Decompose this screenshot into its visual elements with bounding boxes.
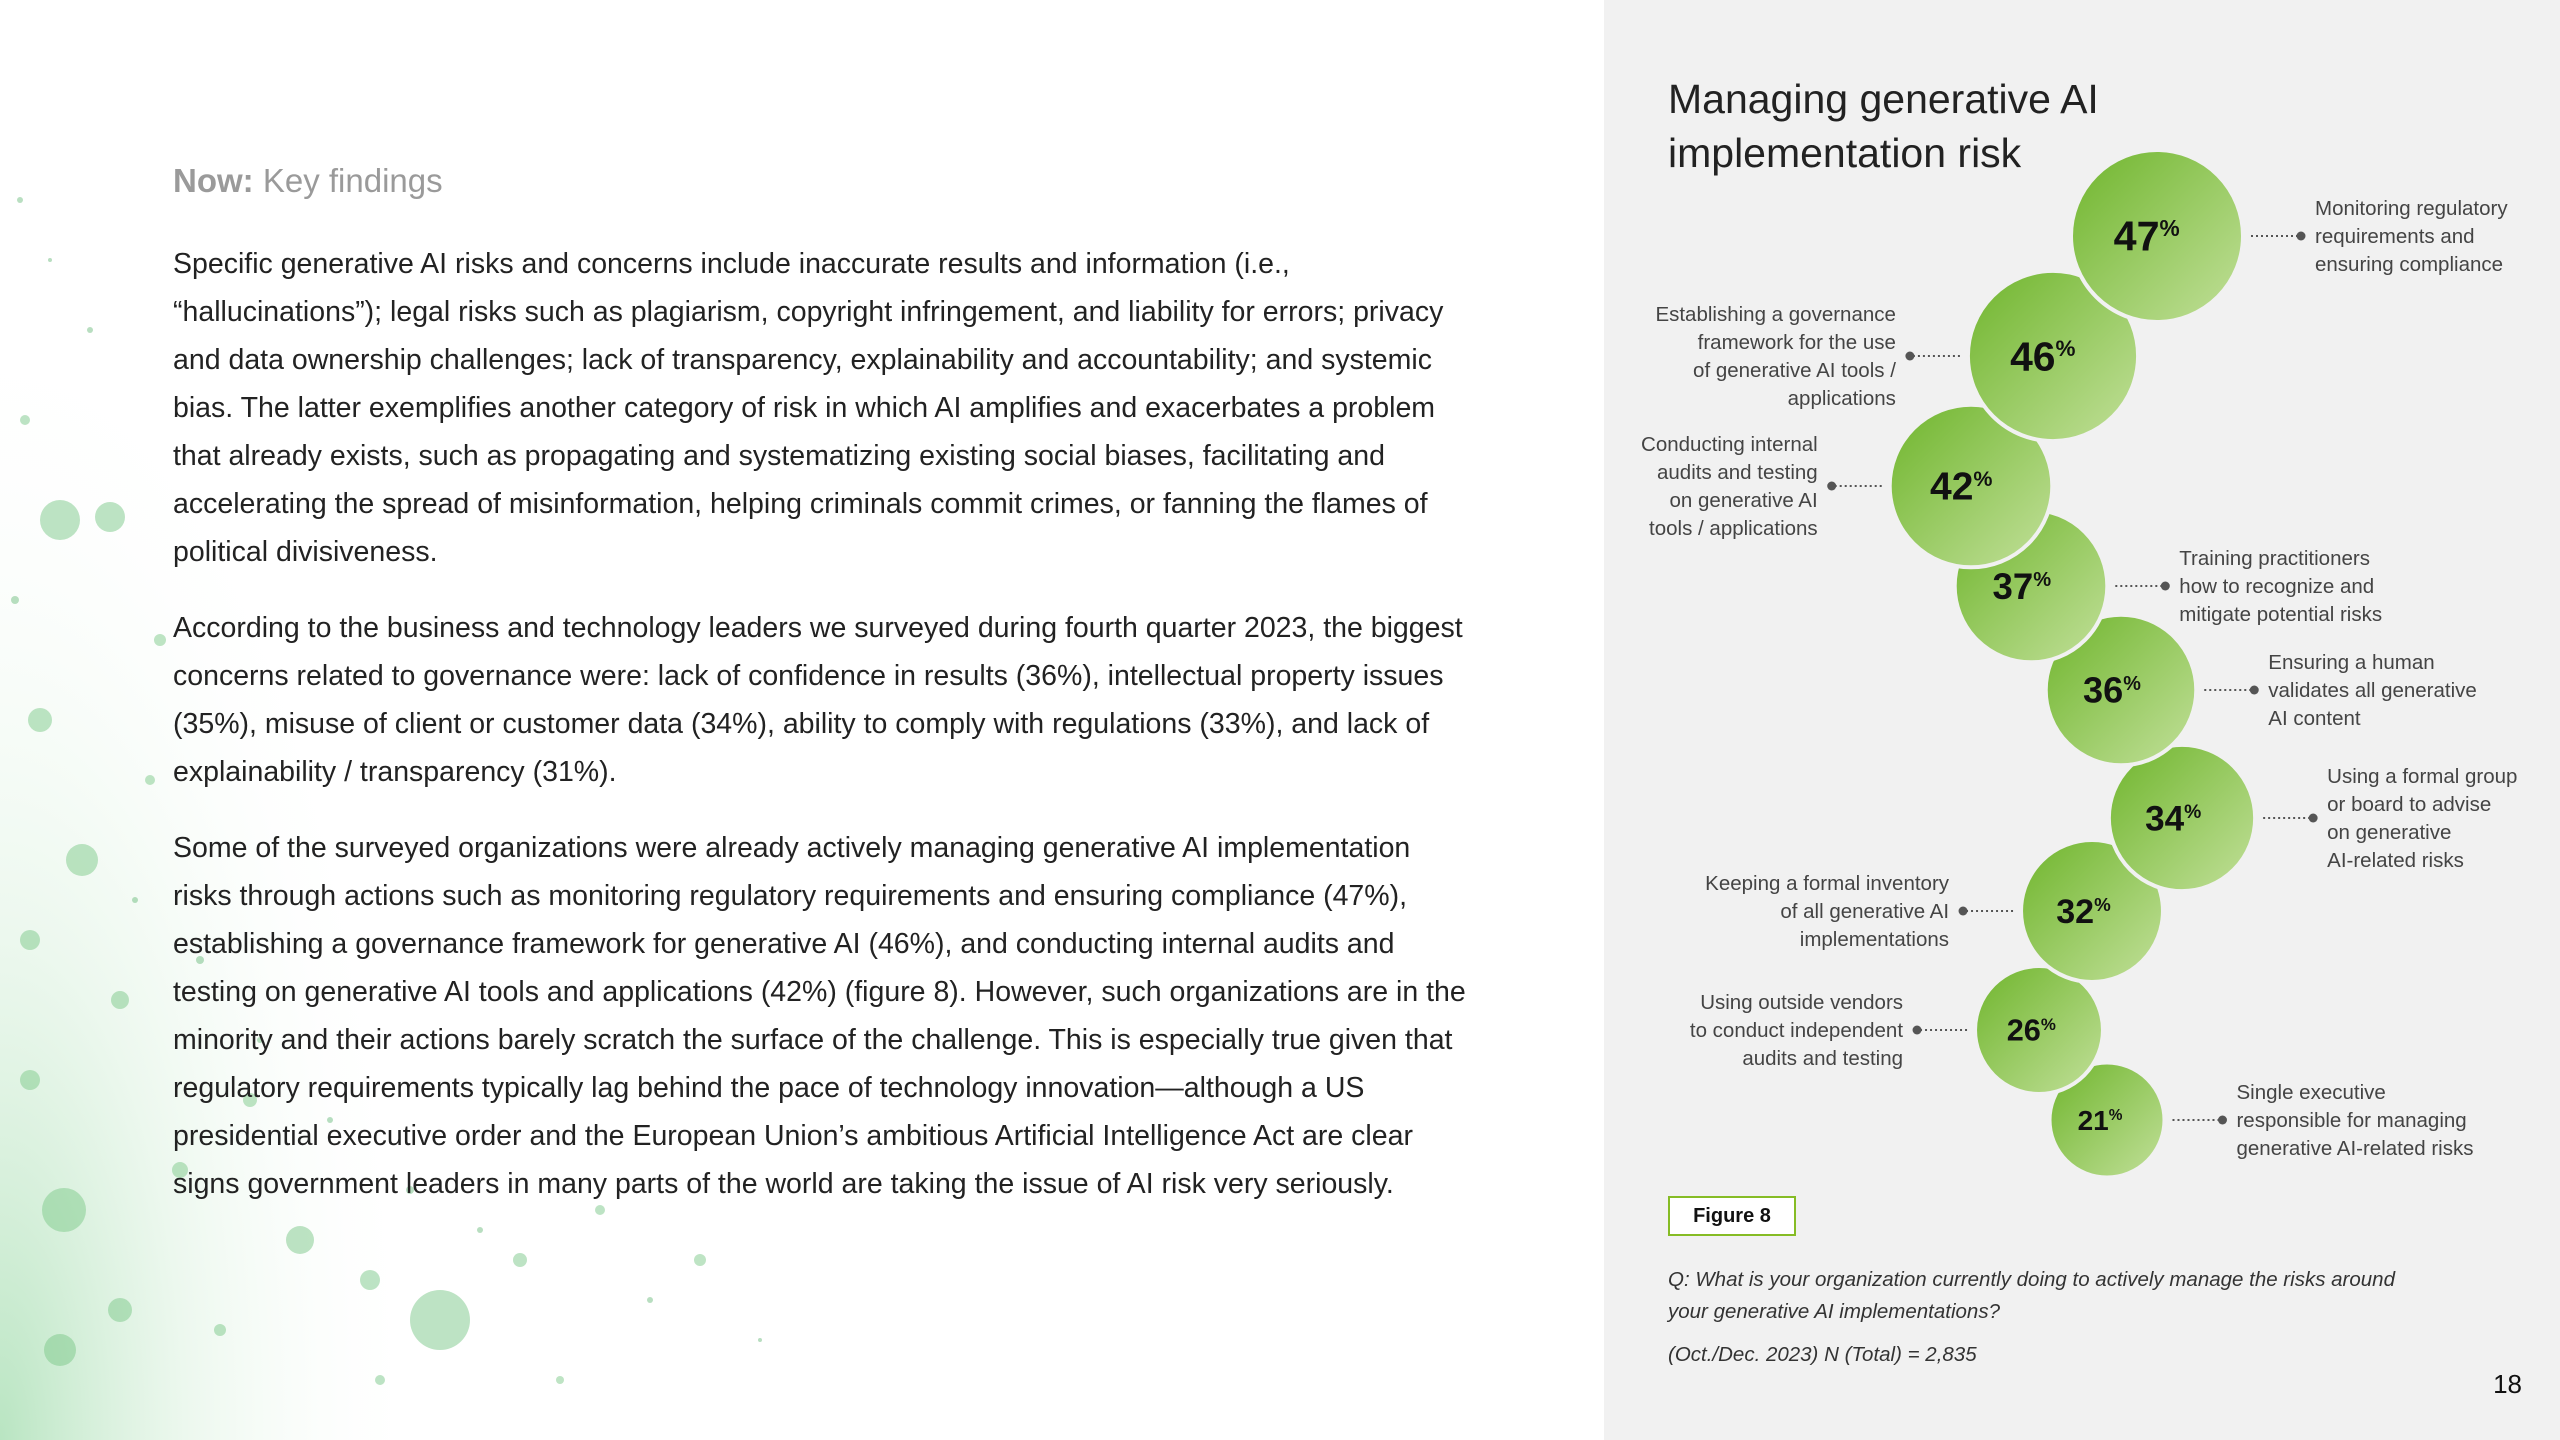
section-heading-bold: Now: xyxy=(173,162,254,199)
category-label-using-a-formal-group: Using a formal group or board to advise on generative AI-related risks xyxy=(2327,765,2518,872)
bubble-value-label: 47% xyxy=(2113,213,2180,260)
leader-dot xyxy=(1959,907,1968,916)
section-heading-rest: Key findings xyxy=(262,162,443,199)
category-label-establishing-a-governance: Establishing a governance framework for the use of generative AI tools / applications xyxy=(1655,303,1896,410)
bubble-value-label: 21% xyxy=(2077,1104,2123,1136)
leader-dot xyxy=(1827,482,1836,491)
paragraph-3: Some of the surveyed organizations were already actively managing generative AI implementation risks through actions such as monitoring regulatory requirements and ensuring compliance (47%), establishing a governance framework for generative AI (46%), and conducting internal audits and testing on generative AI tools and applications (42%) (figure 8). However, such organizations are in the minority and their actions barely scratch the surface of the challenge. This is especially true given that regulatory requirements typically lag behind the pace of technology innovation—although a US presidential executive order and the European Union’s ambitious Artificial Intelligence Act are clear signs government leaders in many parts of the world are taking the issue of AI risk very seriously. xyxy=(173,832,1466,1200)
chart-title: Managing generative AI implementation risk xyxy=(1668,76,2099,176)
page-number: 18 xyxy=(2493,1369,2522,1399)
bubble-value-label: 37% xyxy=(1992,565,2052,607)
bubble-value-label: 36% xyxy=(2083,669,2141,711)
leader-dot xyxy=(2218,1116,2227,1125)
category-label-ensuring-a-human: Ensuring a human validates all generative AI content xyxy=(2268,651,2477,730)
leader-dot xyxy=(2161,582,2170,591)
leader-dot xyxy=(2309,814,2318,823)
bubble-value-label: 34% xyxy=(2145,799,2202,839)
paragraph-2: According to the business and technology leaders we surveyed during fourth quarter 2023, the biggest concerns related to governance were: lack of confidence in results (36%), intellectual property issues (35%), misuse of client or customer data (34%), ability to comply with regulations (33%), and lack of explainability / transparency (31%). xyxy=(173,612,1463,788)
sample-size: (Oct./Dec. 2023) N (Total) = 2,835 xyxy=(1668,1343,1977,1366)
category-label-training-practitioners: Training practitioners how to recognize and mitigate potential risks xyxy=(2179,547,2383,626)
leader-dot xyxy=(2250,686,2259,695)
bubble-value-label: 42% xyxy=(1930,465,1993,509)
figure-panel xyxy=(1604,0,2560,1440)
leader-dot xyxy=(1905,352,1914,361)
bubble-value-label: 46% xyxy=(2010,333,2076,380)
leader-dot xyxy=(2297,232,2306,241)
section-heading xyxy=(173,162,1473,200)
bubble-value-label: 32% xyxy=(2056,892,2111,931)
category-label-using-outside-vendors: Using outside vendors to conduct independent audits and testing xyxy=(1689,991,1904,1070)
survey-question: Q: What is your organization currently doing to actively manage the risks around your generative AI implementations? xyxy=(1668,1268,2395,1323)
bubble-value-label: 26% xyxy=(2006,1012,2056,1048)
leader-dot xyxy=(1913,1026,1922,1035)
category-label-single-executive: Single executive responsible for managing generative AI-related risks xyxy=(2236,1081,2474,1160)
body-text-column xyxy=(173,162,1473,1236)
category-label-conducting-internal: Conducting internal audits and testing on generative AI tools / applications xyxy=(1641,433,1818,540)
category-label-monitoring-regulatory: Monitoring regulatory requirements and ensuring compliance xyxy=(2315,197,2508,276)
paragraph-1: Specific generative AI risks and concerns include inaccurate results and information (i.e., “hallucinations”); legal risks such as plagiarism, copyright infringement, and liability for errors; privacy and data ownership challenges; lack of transparency, explainability and accountability; and systemic bias. The latter exemplifies another category of risk in which AI amplifies and exacerbates a problem that already exists, such as propagating and systematizing existing social biases, facilitating and accelerating the spread of misinformation, helping criminals commit crimes, or fanning the flames of political divisiveness. xyxy=(173,248,1444,568)
bubble-chart xyxy=(1604,0,2560,1200)
figure-label: Figure 8 xyxy=(1668,1196,1796,1236)
category-label-keeping-a-formal-inventory: Keeping a formal inventory of all generative AI implementations xyxy=(1705,872,1950,951)
